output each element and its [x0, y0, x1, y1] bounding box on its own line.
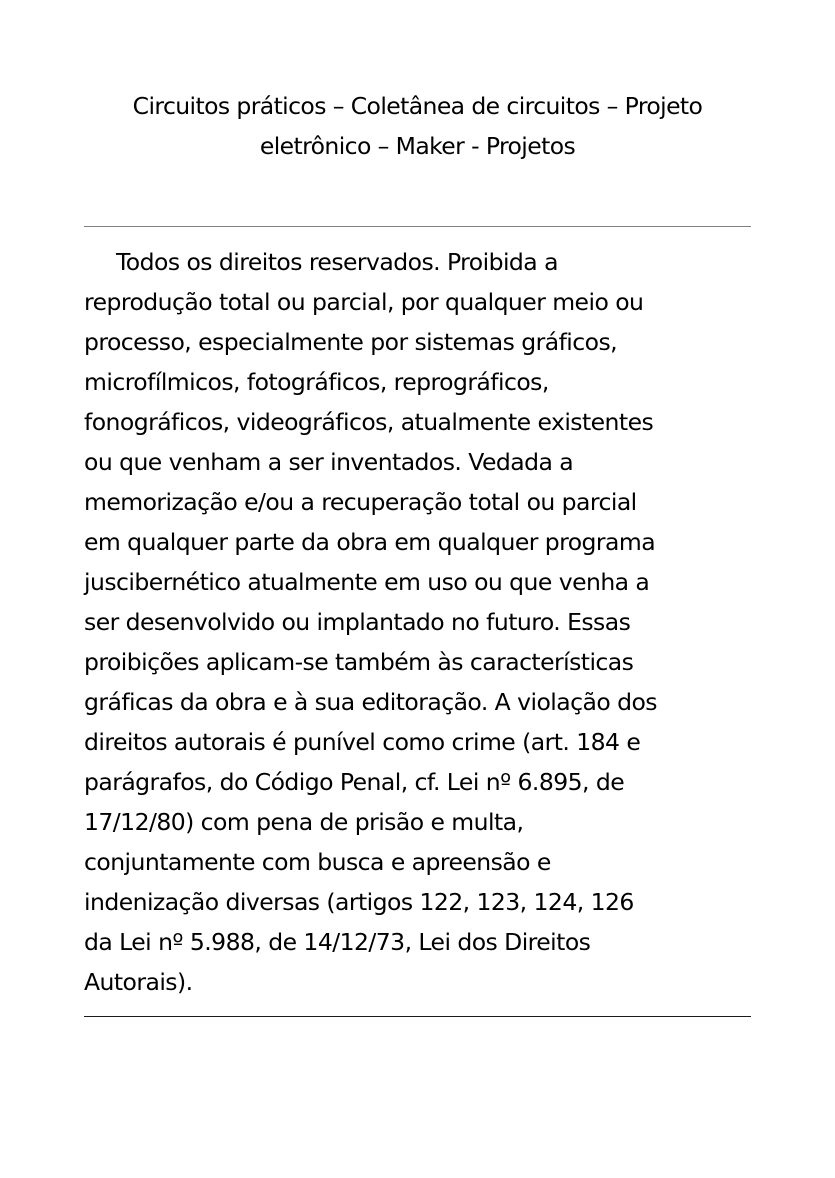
title-line: eletrônico – Maker - Projetos — [259, 132, 576, 160]
body-line: microfílmicos, fotográficos, reprográficos, — [84, 368, 549, 396]
body-line: da Lei nº 5.988, de 14/12/73, Lei dos Direitos — [84, 928, 591, 956]
body-line: juscibernético atualmente em uso ou que venha a — [84, 568, 650, 596]
body-line: memorização e/ou a recuperação total ou parcial — [84, 488, 637, 516]
body-line: reprodução total ou parcial, por qualquer meio ou — [84, 288, 644, 316]
body-line: conjuntamente com busca e apreensão e — [84, 848, 551, 876]
document-title — [70, 86, 765, 166]
body-line: ser desenvolvido ou implantado no futuro. Essas — [84, 608, 631, 636]
copyright-notice — [84, 242, 756, 1002]
body-line: parágrafos, do Código Penal, cf. Lei nº 6.895, de — [84, 768, 625, 796]
body-line: 17/12/80) com pena de prisão e multa, — [84, 808, 524, 836]
top-divider — [84, 226, 751, 227]
body-line: processo, especialmente por sistemas gráficos, — [84, 328, 618, 356]
body-line: em qualquer parte da obra em qualquer programa — [84, 528, 656, 556]
body-line: fonográficos, videográficos, atualmente existentes — [84, 408, 654, 436]
body-line: gráficas da obra e à sua editoração. A violação dos — [84, 688, 657, 716]
title-line: Circuitos práticos – Coletânea de circuitos – Projeto — [132, 92, 703, 120]
body-line: indenização diversas (artigos 122, 123, 124, 126 — [84, 888, 634, 916]
body-line: direitos autorais é punível como crime (art. 184 e — [84, 728, 641, 756]
bottom-divider — [84, 1016, 751, 1017]
body-line: Todos os direitos reservados. Proibida a — [116, 248, 558, 276]
body-line: Autorais). — [84, 968, 193, 996]
body-line: ou que venham a ser inventados. Vedada a — [84, 448, 574, 476]
body-line: proibições aplicam-se também às características — [84, 648, 634, 676]
